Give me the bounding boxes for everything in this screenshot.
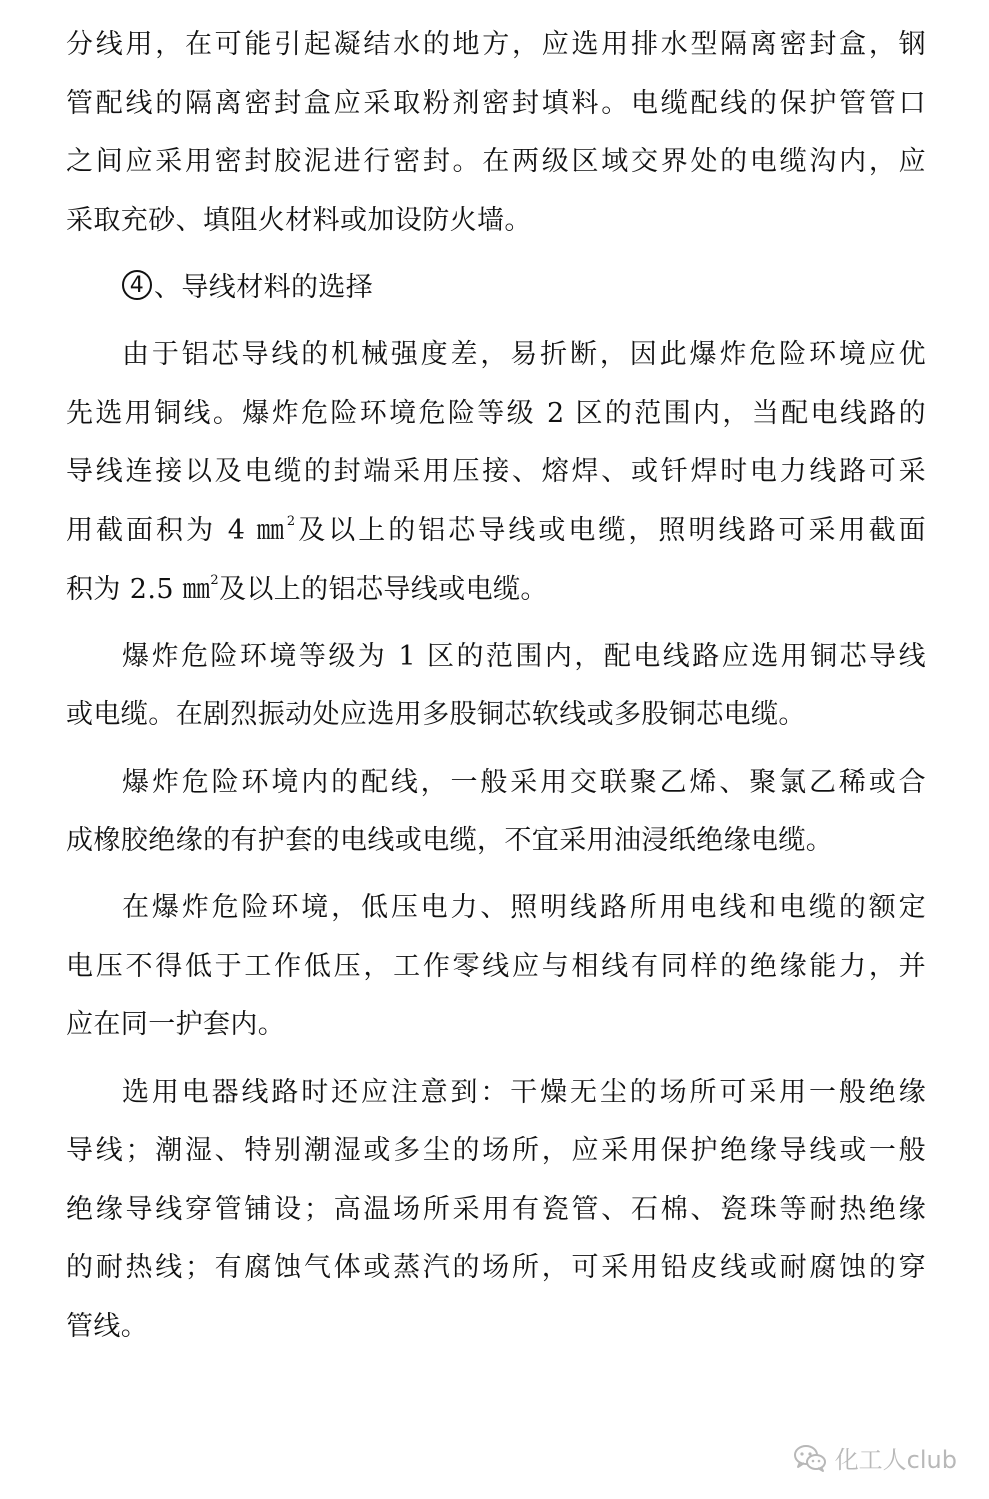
text-line: 成橡胶绝缘的有护套的电线或电缆，不宜采用油浸纸绝缘电缆。 — [66, 825, 834, 857]
text-line: 选用电器线路时还应注意到：干燥无尘的场所可采用一般绝缘 — [122, 1076, 926, 1108]
paragraph — [66, 16, 926, 250]
circled-number: 4 — [122, 270, 152, 300]
text-line: 由于铝芯导线的机械强度差，易折断，因此爆炸危险环境应优 — [122, 339, 926, 371]
text-segment: 及以上的铝芯导线或电缆。 — [218, 573, 548, 605]
text-line: 爆炸危险环境内的配线，一般采用交联聚乙烯、聚氯乙稀或合 — [122, 766, 926, 798]
text-line: 绝缘导线穿管铺设；高温场所采用有瓷管、石棉、瓷珠等耐热绝缘 — [66, 1193, 926, 1225]
paragraph — [66, 754, 926, 871]
text-line: 采取充砂、填阻火材料或加设防火墙。 — [66, 204, 532, 236]
watermark — [793, 1440, 957, 1475]
watermark-text: 化工人club — [834, 1446, 957, 1474]
text-line: 的耐热线；有腐蚀气体或蒸汽的场所，可采用铅皮线或耐腐蚀的穿 — [66, 1252, 926, 1284]
paragraph — [66, 326, 926, 619]
text-line: 导线；潮湿、特别潮湿或多尘的场所，应采用保护绝缘导线或一般 — [66, 1135, 926, 1167]
text-line: 管配线的隔离密封盒应采取粉剂密封填料。电缆配线的保护管管口 — [66, 87, 926, 119]
text-line: 导线连接以及电缆的封端采用压接、熔焊、或钎焊时电力线路可采 — [66, 456, 926, 488]
paragraph — [66, 1064, 926, 1357]
paragraph — [66, 628, 926, 745]
text-segment: 用截面积为 4 ㎜ — [66, 514, 287, 546]
text-segment: 积为 2.5 ㎜ — [66, 573, 211, 605]
text-line: 爆炸危险环境等级为 1 区的范围内，配电线路应选用铜芯导线 — [122, 640, 926, 672]
text-line: 应在同一护套内。 — [66, 1009, 286, 1041]
wechat-icon — [793, 1443, 827, 1473]
text-line: 在爆炸危险环境，低压电力、照明线路所用电线和电缆的额定 — [122, 892, 926, 924]
superscript: 2 — [286, 513, 296, 529]
text-line: 之间应采用密封胶泥进行密封。在两级区域交界处的电缆沟内，应 — [66, 146, 926, 178]
text-segment: 及以上的铝芯导线或电缆，照明线路可采用截面 — [295, 514, 926, 546]
text-line: 或电缆。在剧烈振动处应选用多股铜芯软线或多股铜芯电缆。 — [66, 699, 806, 731]
text-line: 先选用铜线。爆炸危险环境危险等级 2 区的范围内，当配电线路的 — [66, 397, 926, 429]
text-line — [66, 502, 926, 561]
superscript: 2 — [210, 572, 219, 588]
paragraph — [66, 879, 926, 1055]
text-line: 电压不得低于工作低压，工作零线应与相线有同样的绝缘能力，并 — [66, 950, 926, 982]
text-line — [66, 561, 926, 620]
text-line: 管线。 — [66, 1311, 149, 1343]
section-heading — [66, 259, 926, 318]
heading-text: 、导线材料的选择 — [154, 271, 374, 303]
document-body — [66, 16, 926, 1357]
text-line: 分线用，在可能引起凝结水的地方，应选用排水型隔离密封盒，钢 — [66, 29, 926, 60]
